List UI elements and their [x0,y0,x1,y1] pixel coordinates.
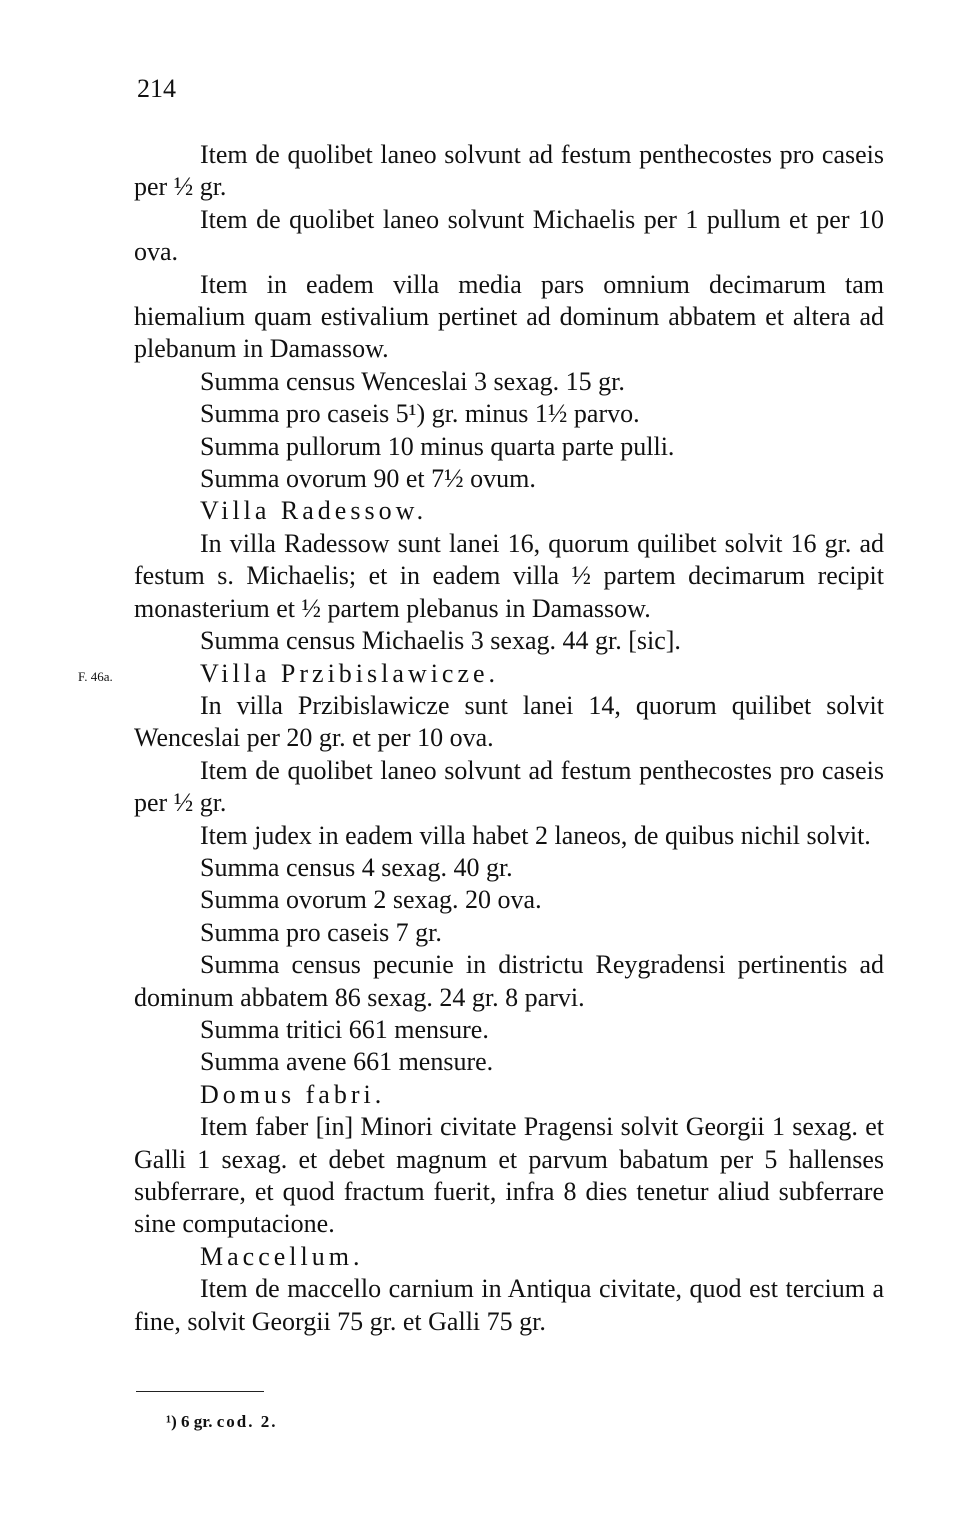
summary-line: Summa pro caseis 5¹) gr. minus 1½ parvo. [200,399,640,429]
summary-line: Summa census Michaelis 3 sexag. 44 gr. [sic]. [200,626,681,656]
summary-line: Summa pullorum 10 minus quarta parte pulli. [200,431,675,461]
summary-line: Summa avene 661 mensure. [200,1047,494,1077]
paragraph: In villa Przibislawicze sunt lanei 14, quorum quilibet solvit Wenceslai per 20 gr. et per 10 ova. [134,690,884,753]
paragraph: Item judex in eadem villa habet 2 laneos, de quibus nichil solvit. [200,820,871,850]
paragraph: Item de quolibet laneo solvunt Michaelis per 1 pullum et per 10 ova. [134,204,884,267]
summary-line: Summa census Wenceslai 3 sexag. 15 gr. [200,366,625,396]
paragraph: Item faber [in] Minori civitate Pragensi solvit Georgii 1 sexag. et Galli 1 sexag. et debet magnum et parvum babatum per 5 hallenses subferrare, et quod fractum fuerit, infra 8 dies tenetur aliud subferrare sine computacione. [134,1112,884,1239]
paragraph: Item de quolibet laneo solvunt ad festum penthecostes pro caseis per ½ gr. [134,755,884,818]
page-number: 214 [137,74,176,103]
section-heading: Domus fabri. [200,1079,386,1109]
paragraph: Item de quolibet laneo solvunt ad festum penthecostes pro caseis per ½ gr. [134,140,884,202]
paragraph: In villa Radessow sunt lanei 16, quorum quilibet solvit 16 gr. ad festum s. Michaelis; et in eadem villa ½ partem decimarum recipit monasterium et ½ partem plebanus in Damassow. [134,528,884,623]
main-text [134,139,884,1338]
summary-line: Summa ovorum 2 sexag. 20 ova. [200,885,542,915]
footnote-codex: cod. 2. [216,1412,278,1431]
section-heading: Villa Radessow. [200,496,428,526]
footnote-marker: ¹) [166,1412,177,1431]
section-heading: Villa Przibislawicze. [200,658,500,688]
section-heading: Maccellum. [200,1241,364,1271]
summary-line: Summa pro caseis 7 gr. [200,917,442,947]
folio-marginal-note: F. 46a. [78,669,113,684]
summary-line: Summa ovorum 90 et 7½ ovum. [200,464,536,494]
paragraph: Item de maccello carnium in Antiqua civitate, quod est tercium a fine, solvit Georgii 75 gr. et Galli 75 gr. [134,1274,884,1336]
summary-line: Summa tritici 661 mensure. [200,1014,489,1044]
paragraph: Item in eadem villa media pars omnium decimarum tam hiemalium quam estivalium pertinet ad dominum abbatem et altera ad plebanum in Damassow. [134,269,884,364]
footnote [166,1411,278,1433]
paragraph: Summa census pecunie in districtu Reygradensi pertinentis ad dominum abbatem 86 sexag. 24 gr. 8 parvi. [134,950,884,1012]
footnote-divider [136,1391,264,1392]
footnote-text: 6 gr. [181,1412,213,1431]
summary-line: Summa census 4 sexag. 40 gr. [200,852,513,882]
